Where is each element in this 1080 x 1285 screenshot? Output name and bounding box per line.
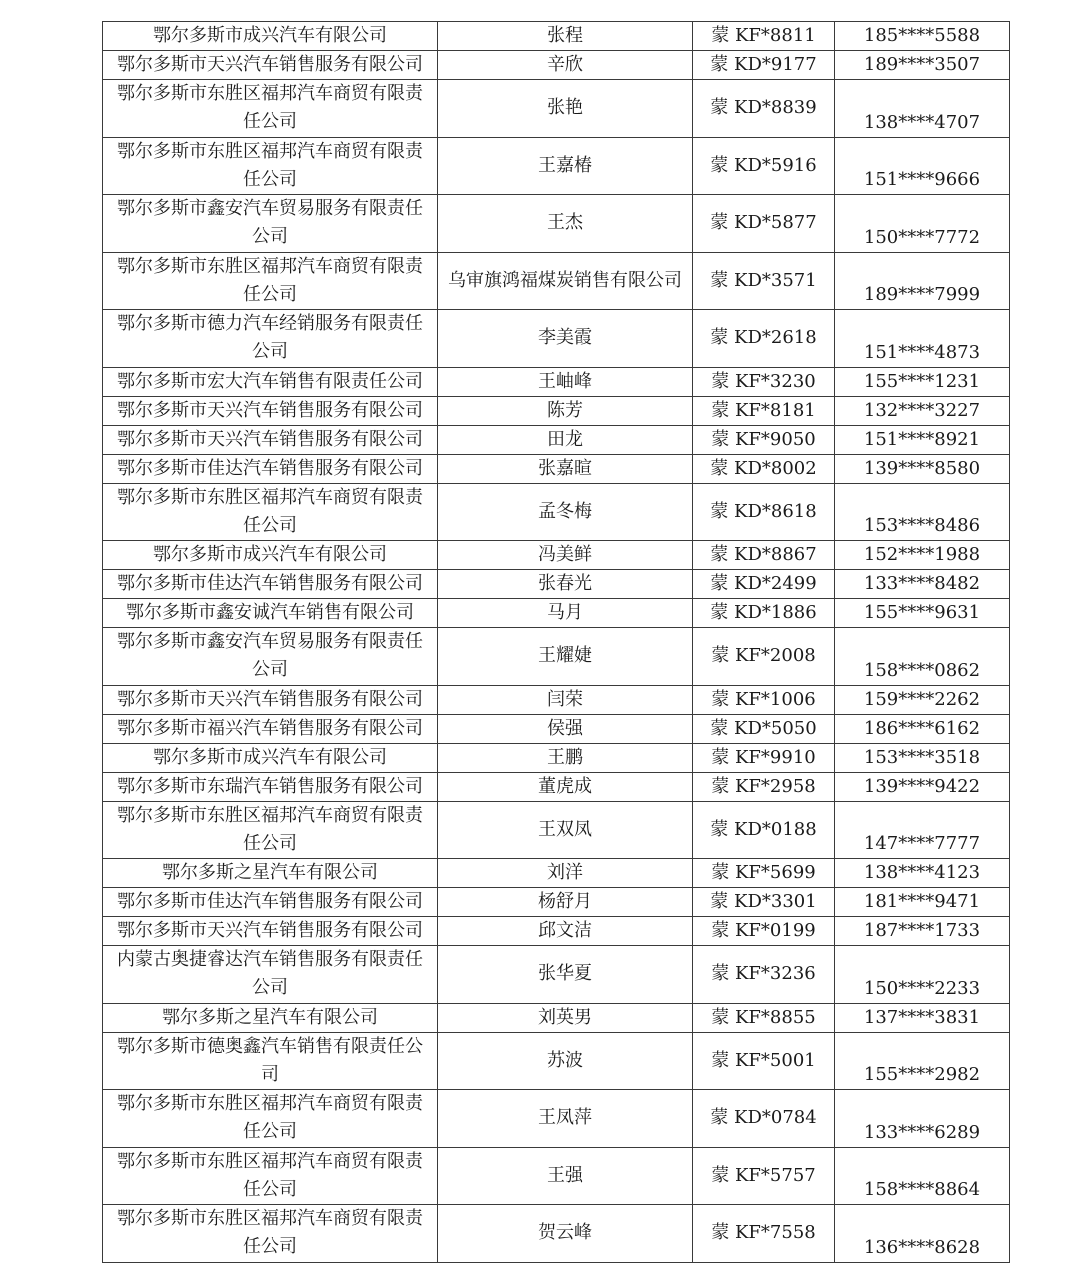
table-row [103,80,1010,138]
phone-cell: 159****2262 [835,685,1010,714]
person-cell: 王嘉椿 [438,137,693,195]
table-row [103,628,1010,686]
plate-cell: 蒙 KD*3301 [693,888,835,917]
table-row [103,570,1010,599]
phone-cell: 155****1231 [835,367,1010,396]
table-row [103,541,1010,570]
company-cell: 鄂尔多斯市德力汽车经销服务有限责任公司 [103,310,438,368]
plate-cell: 蒙 KF*9050 [693,425,835,454]
company-cell: 鄂尔多斯市东胜区福邦汽车商贸有限责任公司 [103,137,438,195]
plate-cell: 蒙 KF*3236 [693,946,835,1004]
person-cell: 乌审旗鸿福煤炭销售有限公司 [438,252,693,310]
phone-cell: 153****8486 [835,483,1010,541]
company-cell: 鄂尔多斯市东瑞汽车销售服务有限公司 [103,772,438,801]
phone-cell: 133****6289 [835,1090,1010,1148]
company-cell: 鄂尔多斯市天兴汽车销售服务有限公司 [103,425,438,454]
phone-cell: 189****3507 [835,51,1010,80]
table-row [103,51,1010,80]
company-cell: 鄂尔多斯市东胜区福邦汽车商贸有限责任公司 [103,80,438,138]
table-row [103,483,1010,541]
person-cell: 李美霞 [438,310,693,368]
table-body [103,22,1010,1263]
plate-cell: 蒙 KF*9910 [693,743,835,772]
person-cell: 陈芳 [438,396,693,425]
plate-cell: 蒙 KF*5001 [693,1032,835,1090]
plate-cell: 蒙 KD*9177 [693,51,835,80]
person-cell: 王耀婕 [438,628,693,686]
phone-cell: 133****8482 [835,570,1010,599]
table-row [103,1003,1010,1032]
company-cell: 内蒙古奥捷睿达汽车销售服务有限责任公司 [103,946,438,1004]
plate-cell: 蒙 KD*5877 [693,195,835,253]
company-cell: 鄂尔多斯之星汽车有限公司 [103,859,438,888]
phone-cell: 150****2233 [835,946,1010,1004]
company-cell: 鄂尔多斯市佳达汽车销售服务有限公司 [103,454,438,483]
company-cell: 鄂尔多斯市宏大汽车销售有限责任公司 [103,367,438,396]
plate-cell: 蒙 KF*5757 [693,1147,835,1205]
person-cell: 王强 [438,1147,693,1205]
table-row [103,714,1010,743]
company-cell: 鄂尔多斯市德奥鑫汽车销售有限责任公司 [103,1032,438,1090]
table-row [103,137,1010,195]
company-cell: 鄂尔多斯市鑫安汽车贸易服务有限责任公司 [103,628,438,686]
company-cell: 鄂尔多斯之星汽车有限公司 [103,1003,438,1032]
phone-cell: 151****4873 [835,310,1010,368]
table-row [103,252,1010,310]
phone-cell: 186****6162 [835,714,1010,743]
phone-cell: 152****1988 [835,541,1010,570]
person-cell: 张华夏 [438,946,693,1004]
company-cell: 鄂尔多斯市天兴汽车销售服务有限公司 [103,51,438,80]
plate-cell: 蒙 KD*5050 [693,714,835,743]
table-row [103,1147,1010,1205]
table-row [103,454,1010,483]
person-cell: 马月 [438,599,693,628]
table-row [103,685,1010,714]
table-row [103,743,1010,772]
table-row [103,1205,1010,1263]
plate-cell: 蒙 KF*3230 [693,367,835,396]
person-cell: 王凤萍 [438,1090,693,1148]
plate-cell: 蒙 KD*5916 [693,137,835,195]
person-cell: 王杰 [438,195,693,253]
person-cell: 贺云峰 [438,1205,693,1263]
phone-cell: 189****7999 [835,252,1010,310]
plate-cell: 蒙 KF*8181 [693,396,835,425]
table-row [103,1032,1010,1090]
person-cell: 董虎成 [438,772,693,801]
company-cell: 鄂尔多斯市天兴汽车销售服务有限公司 [103,685,438,714]
person-cell: 冯美鲜 [438,541,693,570]
phone-cell: 132****3227 [835,396,1010,425]
plate-cell: 蒙 KD*8002 [693,454,835,483]
table-row [103,310,1010,368]
person-cell: 闫荣 [438,685,693,714]
company-cell: 鄂尔多斯市福兴汽车销售服务有限公司 [103,714,438,743]
plate-cell: 蒙 KF*1006 [693,685,835,714]
person-cell: 孟冬梅 [438,483,693,541]
plate-cell: 蒙 KD*0784 [693,1090,835,1148]
table-row [103,195,1010,253]
plate-cell: 蒙 KD*2499 [693,570,835,599]
table-row [103,599,1010,628]
plate-cell: 蒙 KD*3571 [693,252,835,310]
person-cell: 张嘉暄 [438,454,693,483]
person-cell: 王鹏 [438,743,693,772]
plate-cell: 蒙 KF*2008 [693,628,835,686]
person-cell: 田龙 [438,425,693,454]
company-cell: 鄂尔多斯市东胜区福邦汽车商贸有限责任公司 [103,1147,438,1205]
company-cell: 鄂尔多斯市佳达汽车销售服务有限公司 [103,888,438,917]
person-cell: 刘英男 [438,1003,693,1032]
table-row [103,859,1010,888]
phone-cell: 147****7777 [835,801,1010,859]
plate-cell: 蒙 KD*1886 [693,599,835,628]
person-cell: 王双凤 [438,801,693,859]
company-cell: 鄂尔多斯市成兴汽车有限公司 [103,22,438,51]
company-cell: 鄂尔多斯市成兴汽车有限公司 [103,541,438,570]
person-cell: 张程 [438,22,693,51]
company-cell: 鄂尔多斯市佳达汽车销售服务有限公司 [103,570,438,599]
registration-table-wrapper [102,21,1009,1263]
person-cell: 张春光 [438,570,693,599]
phone-cell: 136****8628 [835,1205,1010,1263]
person-cell: 杨舒月 [438,888,693,917]
company-cell: 鄂尔多斯市鑫安诚汽车销售有限公司 [103,599,438,628]
table-row [103,888,1010,917]
phone-cell: 151****8921 [835,425,1010,454]
phone-cell: 151****9666 [835,137,1010,195]
person-cell: 张艳 [438,80,693,138]
table-row [103,1090,1010,1148]
company-cell: 鄂尔多斯市东胜区福邦汽车商贸有限责任公司 [103,252,438,310]
company-cell: 鄂尔多斯市鑫安汽车贸易服务有限责任公司 [103,195,438,253]
plate-cell: 蒙 KD*8618 [693,483,835,541]
table-row [103,396,1010,425]
phone-cell: 155****2982 [835,1032,1010,1090]
phone-cell: 185****5588 [835,22,1010,51]
phone-cell: 155****9631 [835,599,1010,628]
company-cell: 鄂尔多斯市天兴汽车销售服务有限公司 [103,396,438,425]
phone-cell: 139****8580 [835,454,1010,483]
plate-cell: 蒙 KF*8855 [693,1003,835,1032]
company-cell: 鄂尔多斯市天兴汽车销售服务有限公司 [103,917,438,946]
plate-cell: 蒙 KF*5699 [693,859,835,888]
person-cell: 王岫峰 [438,367,693,396]
phone-cell: 138****4123 [835,859,1010,888]
phone-cell: 138****4707 [835,80,1010,138]
person-cell: 苏波 [438,1032,693,1090]
table-row [103,425,1010,454]
table-row [103,917,1010,946]
plate-cell: 蒙 KF*0199 [693,917,835,946]
table-row [103,22,1010,51]
plate-cell: 蒙 KF*7558 [693,1205,835,1263]
table-row [103,772,1010,801]
company-cell: 鄂尔多斯市成兴汽车有限公司 [103,743,438,772]
plate-cell: 蒙 KF*8811 [693,22,835,51]
plate-cell: 蒙 KD*2618 [693,310,835,368]
phone-cell: 158****8864 [835,1147,1010,1205]
person-cell: 刘洋 [438,859,693,888]
company-cell: 鄂尔多斯市东胜区福邦汽车商贸有限责任公司 [103,1090,438,1148]
plate-cell: 蒙 KD*8839 [693,80,835,138]
plate-cell: 蒙 KD*0188 [693,801,835,859]
phone-cell: 153****3518 [835,743,1010,772]
table-row [103,367,1010,396]
plate-cell: 蒙 KF*2958 [693,772,835,801]
company-cell: 鄂尔多斯市东胜区福邦汽车商贸有限责任公司 [103,801,438,859]
phone-cell: 139****9422 [835,772,1010,801]
person-cell: 辛欣 [438,51,693,80]
person-cell: 侯强 [438,714,693,743]
phone-cell: 137****3831 [835,1003,1010,1032]
phone-cell: 187****1733 [835,917,1010,946]
table-row [103,946,1010,1004]
phone-cell: 150****7772 [835,195,1010,253]
person-cell: 邱文洁 [438,917,693,946]
phone-cell: 181****9471 [835,888,1010,917]
table-row [103,801,1010,859]
registration-table [102,21,1010,1263]
company-cell: 鄂尔多斯市东胜区福邦汽车商贸有限责任公司 [103,483,438,541]
company-cell: 鄂尔多斯市东胜区福邦汽车商贸有限责任公司 [103,1205,438,1263]
phone-cell: 158****0862 [835,628,1010,686]
plate-cell: 蒙 KD*8867 [693,541,835,570]
